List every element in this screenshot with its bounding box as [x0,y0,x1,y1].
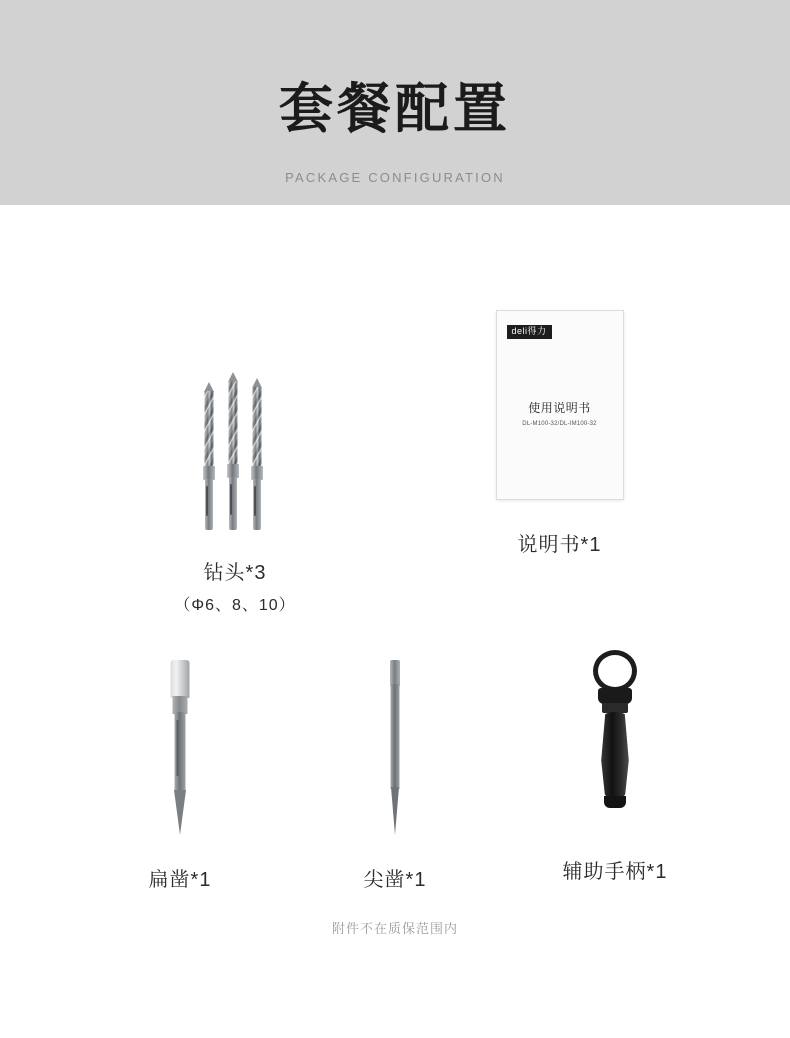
auxiliary-handle-icon [570,650,660,825]
page-subtitle: PACKAGE CONFIGURATION [285,170,505,185]
package-item-drill-bits [140,360,330,615]
package-item-manual [462,310,657,557]
flat-chisel-icon [150,660,210,835]
booklet-title: 使用说明书 [528,401,591,415]
package-item-auxiliary-handle [520,650,710,884]
item-sub-caption: （Φ6、8、10） [174,597,296,614]
item-caption: 扁凿*1 [148,869,212,891]
package-configuration-banner [0,0,790,205]
item-caption: 辅助手柄*1 [562,861,668,883]
drill-bit-icon [190,360,280,530]
booklet-page [496,310,624,500]
page-title: 套餐配置 [279,79,511,139]
booklet-model: DL-M100-32/DL-IM100-32 [522,421,597,427]
package-item-point-chisel [310,660,480,892]
item-caption: 说明书*1 [517,534,602,556]
package-item-flat-chisel [90,660,270,892]
point-chisel-icon [370,660,420,835]
item-caption: 尖凿*1 [363,869,427,891]
warranty-note: 附件不在质保范围内 [331,921,458,936]
booklet-icon [496,310,624,500]
item-caption: 钻头*3 [203,562,267,584]
package-items-area [0,205,790,1038]
brand-label: deli得力 [507,325,552,339]
